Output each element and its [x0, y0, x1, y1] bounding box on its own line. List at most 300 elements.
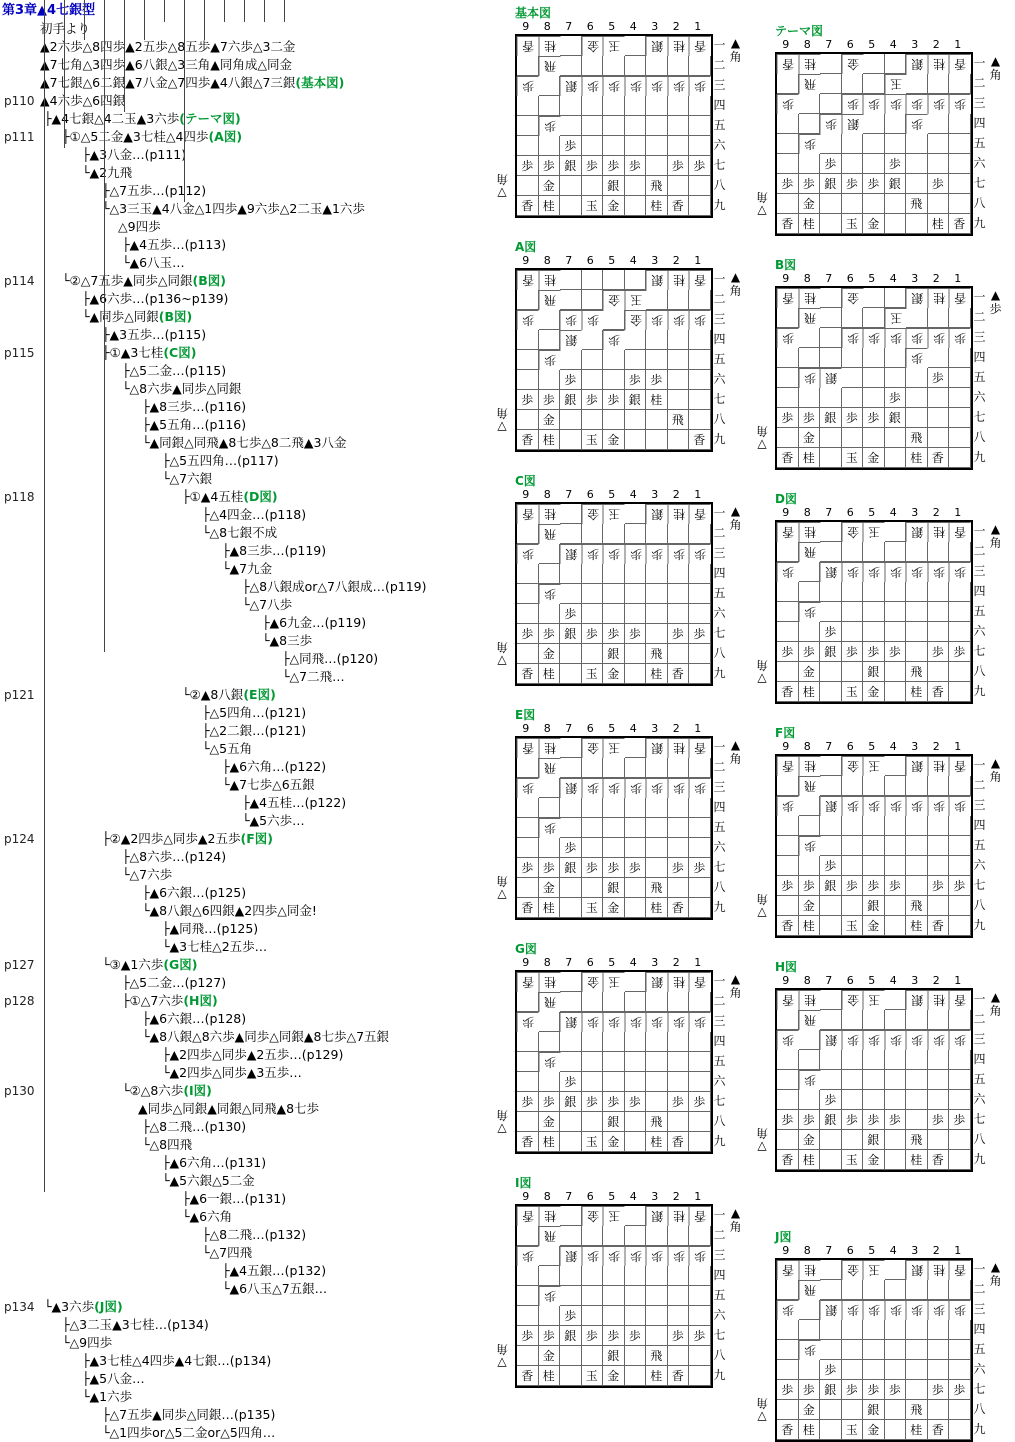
board-square: 桂: [539, 270, 561, 290]
board-square: 歩: [842, 174, 864, 194]
board-square: [517, 992, 539, 1012]
board-square: 飛: [539, 1226, 561, 1246]
board-square: [820, 194, 842, 214]
rank-number: 八: [973, 664, 986, 678]
board-square: [777, 134, 799, 154]
move-sequence: └②▲8八銀(E図): [182, 687, 276, 702]
board-square: 桂: [668, 270, 690, 290]
board-square: 飛: [646, 644, 668, 664]
move-sequence: └△1四歩or△5二金or△5四角…: [102, 1425, 276, 1440]
board-square: [949, 622, 971, 642]
move-sequence: └△7六銀: [162, 471, 213, 486]
board-square: [820, 602, 842, 622]
board-square: [885, 682, 907, 702]
rank-number: 五: [713, 1288, 726, 1302]
board-square: 歩: [625, 624, 647, 644]
rank-number: 一: [713, 272, 726, 286]
board-square: 歩: [560, 838, 582, 858]
board-square: [842, 368, 864, 388]
board-square: 歩: [517, 310, 539, 330]
board-square: 歩: [603, 858, 625, 878]
board-square: 歩: [799, 174, 821, 194]
board-square: [906, 776, 928, 796]
board-square: 銀: [560, 1092, 582, 1112]
board-square: [517, 370, 539, 390]
board-square: [560, 116, 582, 136]
board-square: [560, 1112, 582, 1132]
board-square: 歩: [928, 328, 950, 348]
file-number: 5: [608, 254, 616, 267]
board-square: 金: [539, 878, 561, 898]
board-square: 香: [928, 682, 950, 702]
board-square: 玉: [885, 74, 907, 94]
board-square: [885, 54, 907, 74]
board-square: 銀: [646, 738, 668, 758]
board-square: 歩: [625, 370, 647, 390]
board-square: [668, 838, 690, 858]
board-square: 飛: [646, 878, 668, 898]
board-square: 歩: [668, 544, 690, 564]
board-square: 香: [777, 522, 799, 542]
move-sequence: ├△8二飛…(p132): [202, 1227, 307, 1242]
board-square: [517, 290, 539, 310]
board-square: [949, 1420, 971, 1440]
board-square: [885, 1320, 907, 1340]
board-square: [560, 992, 582, 1012]
board-square: [539, 96, 561, 116]
board-square: 歩: [517, 1092, 539, 1112]
board-square: [777, 1360, 799, 1380]
file-number: 3: [651, 20, 659, 33]
rank-number: 二: [713, 292, 726, 306]
board-square: 香: [689, 504, 711, 524]
move-sequence: └②△8六歩(I図): [122, 1083, 212, 1098]
board-square: 香: [668, 664, 690, 684]
board-square: [885, 542, 907, 562]
board-square: 歩: [777, 328, 799, 348]
board-square: [689, 116, 711, 136]
board-square: [820, 1320, 842, 1340]
board-square: 歩: [689, 778, 711, 798]
board-square: 香: [777, 448, 799, 468]
board-square: 金: [863, 1420, 885, 1440]
board-square: [777, 856, 799, 876]
board-square: 歩: [689, 1246, 711, 1266]
rank-number: 六: [973, 1092, 986, 1106]
board-square: [885, 622, 907, 642]
board-square: [928, 428, 950, 448]
file-number: 6: [846, 506, 854, 519]
file-number: 8: [803, 506, 811, 519]
board-square: 金: [539, 644, 561, 664]
rank-number: 七: [973, 410, 986, 424]
board-square: 歩: [799, 876, 821, 896]
board-square: 歩: [689, 858, 711, 878]
board-square: 桂: [646, 196, 668, 216]
board-square: [863, 1010, 885, 1030]
board-square: [668, 1306, 690, 1326]
board-square: [603, 310, 625, 330]
board-square: 歩: [517, 544, 539, 564]
board-square: 歩: [842, 1380, 864, 1400]
file-number: 2: [932, 974, 940, 987]
board-square: 銀: [863, 896, 885, 916]
move-sequence: └△7八歩: [242, 597, 293, 612]
board-square: [517, 604, 539, 624]
board-square: 玉: [863, 756, 885, 776]
board-square: [863, 1360, 885, 1380]
board-square: [906, 1380, 928, 1400]
rank-number: 九: [713, 900, 726, 914]
board-square: [799, 796, 821, 816]
board-square: [885, 990, 907, 1010]
file-number: 7: [825, 1244, 833, 1257]
board-square: [603, 1072, 625, 1092]
board-square: [560, 1286, 582, 1306]
board-square: [560, 290, 582, 310]
board-square: 歩: [820, 622, 842, 642]
board-square: [842, 622, 864, 642]
board-square: 歩: [603, 1012, 625, 1032]
board-square: 金: [582, 36, 604, 56]
board-square: [842, 1400, 864, 1420]
board-square: 香: [689, 270, 711, 290]
rank-number: 七: [973, 1112, 986, 1126]
board-square: 金: [863, 682, 885, 702]
board-square: [885, 602, 907, 622]
board-square: [689, 564, 711, 584]
board-square: [949, 662, 971, 682]
rank-number: 八: [973, 430, 986, 444]
rank-number: 九: [713, 432, 726, 446]
board-square: 金: [582, 738, 604, 758]
board-square: [949, 408, 971, 428]
board-square: 香: [517, 430, 539, 450]
board-square: [906, 542, 928, 562]
board-square: [863, 288, 885, 308]
board-square: [560, 664, 582, 684]
rank-number: 九: [973, 216, 986, 230]
board-square: [820, 1340, 842, 1360]
file-number: 5: [868, 974, 876, 987]
board-square: [689, 390, 711, 410]
board-square: 歩: [582, 544, 604, 564]
board-square: [560, 818, 582, 838]
move-sequence: ├△4四金…(p118): [202, 507, 307, 522]
board-square: 歩: [949, 328, 971, 348]
diagram-label: (I図): [183, 1083, 212, 1098]
board-title: J図: [775, 1230, 792, 1244]
board-square: [777, 602, 799, 622]
rank-number: 五: [713, 820, 726, 834]
file-number: 8: [543, 20, 551, 33]
board-square: 歩: [928, 796, 950, 816]
board-title: I図: [515, 1176, 532, 1190]
board-square: [668, 1286, 690, 1306]
diagram-label: (B図): [192, 273, 226, 288]
rank-number: 五: [973, 136, 986, 150]
board-square: 香: [928, 1420, 950, 1440]
board-square: [949, 154, 971, 174]
board-square: [928, 896, 950, 916]
board-square: [820, 54, 842, 74]
board-square: 玉: [582, 196, 604, 216]
board-grid: [515, 34, 713, 218]
board-square: [668, 430, 690, 450]
file-number: 3: [651, 488, 659, 501]
move-sequence: └▲7九金: [222, 561, 273, 576]
board-square: 歩: [842, 642, 864, 662]
board-square: 歩: [928, 1300, 950, 1320]
board-square: 桂: [799, 990, 821, 1010]
board-square: [582, 116, 604, 136]
board-square: 飛: [906, 194, 928, 214]
board-square: 金: [863, 1150, 885, 1170]
board-square: 玉: [625, 290, 647, 310]
board-square: [582, 1266, 604, 1286]
move-sequence: ├▲3八金…(p111): [82, 147, 187, 162]
board-square: [820, 1130, 842, 1150]
board-square: 歩: [820, 114, 842, 134]
file-number: 5: [868, 38, 876, 51]
board-square: 歩: [928, 368, 950, 388]
rank-number: 三: [973, 330, 986, 344]
board-square: [820, 1280, 842, 1300]
board-square: 歩: [863, 328, 885, 348]
board-square: [582, 1346, 604, 1366]
rank-number: 六: [973, 858, 986, 872]
board-square: 歩: [949, 642, 971, 662]
board-square: [560, 524, 582, 544]
board-square: 金: [799, 1400, 821, 1420]
board-square: 香: [928, 448, 950, 468]
board-square: 銀: [820, 1380, 842, 1400]
move-sequence: ├▲6六銀…(p128): [142, 1011, 247, 1026]
board-square: 歩: [625, 858, 647, 878]
board-square: [646, 1266, 668, 1286]
board-square: [885, 1150, 907, 1170]
board-square: [625, 504, 647, 524]
diagram-label: (G図): [163, 957, 198, 972]
board-square: [560, 972, 582, 992]
board-square: [799, 348, 821, 368]
rank-number: 一: [713, 1208, 726, 1222]
board-square: [777, 1050, 799, 1070]
board-square: 金: [603, 196, 625, 216]
board-square: 歩: [949, 1030, 971, 1050]
page-ref: p121: [4, 688, 35, 702]
board-square: [603, 1052, 625, 1072]
rank-number: 三: [713, 312, 726, 326]
board-square: [820, 94, 842, 114]
board-square: [928, 582, 950, 602]
move-sequence: ├▲4七銀△4二玉▲3六歩(テーマ図): [44, 111, 241, 126]
board-square: [603, 370, 625, 390]
board-square: [646, 524, 668, 544]
board-square: [842, 1340, 864, 1360]
sente-hand: ▲歩: [989, 288, 1002, 316]
board-square: [668, 524, 690, 544]
board-square: 金: [603, 1366, 625, 1386]
board-square: [949, 1010, 971, 1030]
board-square: [777, 582, 799, 602]
rank-number: 二: [973, 1012, 986, 1026]
board-square: [689, 1366, 711, 1386]
board-square: 歩: [646, 76, 668, 96]
board-square: [582, 644, 604, 664]
board-square: [799, 1360, 821, 1380]
move-sequence: ▲2六歩△8四歩▲2五歩△8五歩▲7六歩△3二金: [40, 39, 296, 54]
board-square: [560, 644, 582, 664]
board-square: 香: [949, 288, 971, 308]
rank-number: 二: [713, 760, 726, 774]
file-number: 9: [522, 254, 530, 267]
file-number: 9: [522, 956, 530, 969]
board-square: 香: [777, 214, 799, 234]
board-square: 歩: [668, 1092, 690, 1112]
file-number: 9: [782, 38, 790, 51]
board-square: [517, 798, 539, 818]
rank-number: 二: [713, 1228, 726, 1242]
board-square: [689, 56, 711, 76]
move-sequence: └▲同歩△同銀(B図): [82, 309, 193, 324]
board-square: [560, 56, 582, 76]
board-square: 金: [799, 194, 821, 214]
board-square: [863, 1050, 885, 1070]
board-square: 歩: [539, 1052, 561, 1072]
board-square: [668, 758, 690, 778]
board-square: 銀: [560, 624, 582, 644]
diagram-label: (E図): [243, 687, 276, 702]
sente-hand: ▲角: [729, 504, 742, 532]
board-square: [646, 290, 668, 310]
file-number: 4: [629, 488, 637, 501]
board-square: 香: [668, 196, 690, 216]
file-number: 5: [608, 488, 616, 501]
page-ref: p124: [4, 832, 35, 846]
board-square: [842, 1360, 864, 1380]
board-square: [928, 408, 950, 428]
board-square: [582, 1286, 604, 1306]
rank-number: 八: [713, 1348, 726, 1362]
board-square: 歩: [582, 156, 604, 176]
board-square: [625, 330, 647, 350]
board-square: [820, 1050, 842, 1070]
board-square: [689, 758, 711, 778]
board-square: [906, 214, 928, 234]
board-square: [582, 1072, 604, 1092]
move-sequence: ├▲6六角…(p122): [222, 759, 327, 774]
board-square: 玉: [582, 1366, 604, 1386]
file-number: 3: [911, 506, 919, 519]
board-square: 銀: [820, 1030, 842, 1050]
board-square: [625, 350, 647, 370]
board-square: 歩: [885, 642, 907, 662]
board-square: [863, 856, 885, 876]
board-square: [820, 1010, 842, 1030]
board-square: [689, 350, 711, 370]
board-square: [885, 348, 907, 368]
sente-hand: ▲角: [989, 54, 1002, 82]
gote-hand: ▽角: [496, 1342, 509, 1370]
board-square: [928, 1130, 950, 1150]
board-square: 金: [842, 522, 864, 542]
board-square: [625, 36, 647, 56]
board-square: [560, 1052, 582, 1072]
board-square: [885, 1340, 907, 1360]
board-square: [906, 1070, 928, 1090]
board-square: 歩: [582, 1246, 604, 1266]
board-square: [928, 1010, 950, 1030]
board-square: 金: [863, 214, 885, 234]
board-square: 飛: [646, 176, 668, 196]
move-sequence: └△5五角: [202, 741, 253, 756]
board-square: [646, 116, 668, 136]
board-grid: [515, 736, 713, 920]
rank-number: 三: [973, 798, 986, 812]
board-square: 歩: [646, 310, 668, 330]
rank-number: 八: [713, 880, 726, 894]
board-square: [949, 816, 971, 836]
rank-number: 二: [973, 1282, 986, 1296]
file-number: 9: [782, 272, 790, 285]
board-square: [689, 818, 711, 838]
board-square: [863, 776, 885, 796]
board-square: 歩: [517, 624, 539, 644]
board-square: 歩: [906, 562, 928, 582]
page-ref: p111: [4, 130, 35, 144]
board-square: [906, 622, 928, 642]
file-number: 3: [911, 272, 919, 285]
board-square: [582, 564, 604, 584]
board-square: 歩: [582, 778, 604, 798]
board-square: [517, 564, 539, 584]
board-square: [885, 836, 907, 856]
move-sequence: └△3三玉▲4八金△1四歩▲9六歩△2二玉▲1六歩: [102, 201, 365, 216]
board-square: [582, 270, 604, 290]
diagram-label: (J図): [94, 1299, 123, 1314]
board-square: [539, 798, 561, 818]
board-square: [517, 1032, 539, 1052]
board-square: 歩: [539, 1326, 561, 1346]
rank-number: 四: [713, 98, 726, 112]
board-square: 桂: [928, 288, 950, 308]
file-number: 9: [522, 20, 530, 33]
board-square: [906, 836, 928, 856]
rank-number: 四: [973, 116, 986, 130]
board-square: [646, 758, 668, 778]
board-square: 金: [842, 1260, 864, 1280]
board-square: 歩: [603, 544, 625, 564]
rank-number: 五: [973, 1072, 986, 1086]
board-square: [603, 56, 625, 76]
board-square: 歩: [863, 1030, 885, 1050]
board-grid: [775, 286, 973, 470]
file-number: 7: [565, 722, 573, 735]
board-square: 桂: [539, 1132, 561, 1152]
board-square: 歩: [842, 562, 864, 582]
board-square: 歩: [777, 642, 799, 662]
file-number: 8: [803, 740, 811, 753]
board-square: 歩: [560, 136, 582, 156]
board-square: 銀: [646, 36, 668, 56]
board-square: [928, 194, 950, 214]
board-square: [885, 194, 907, 214]
board-square: [863, 1340, 885, 1360]
gote-hand: ▽角: [496, 874, 509, 902]
tree-branch-line: [264, 0, 265, 22]
move-sequence: 初手より: [40, 21, 91, 36]
